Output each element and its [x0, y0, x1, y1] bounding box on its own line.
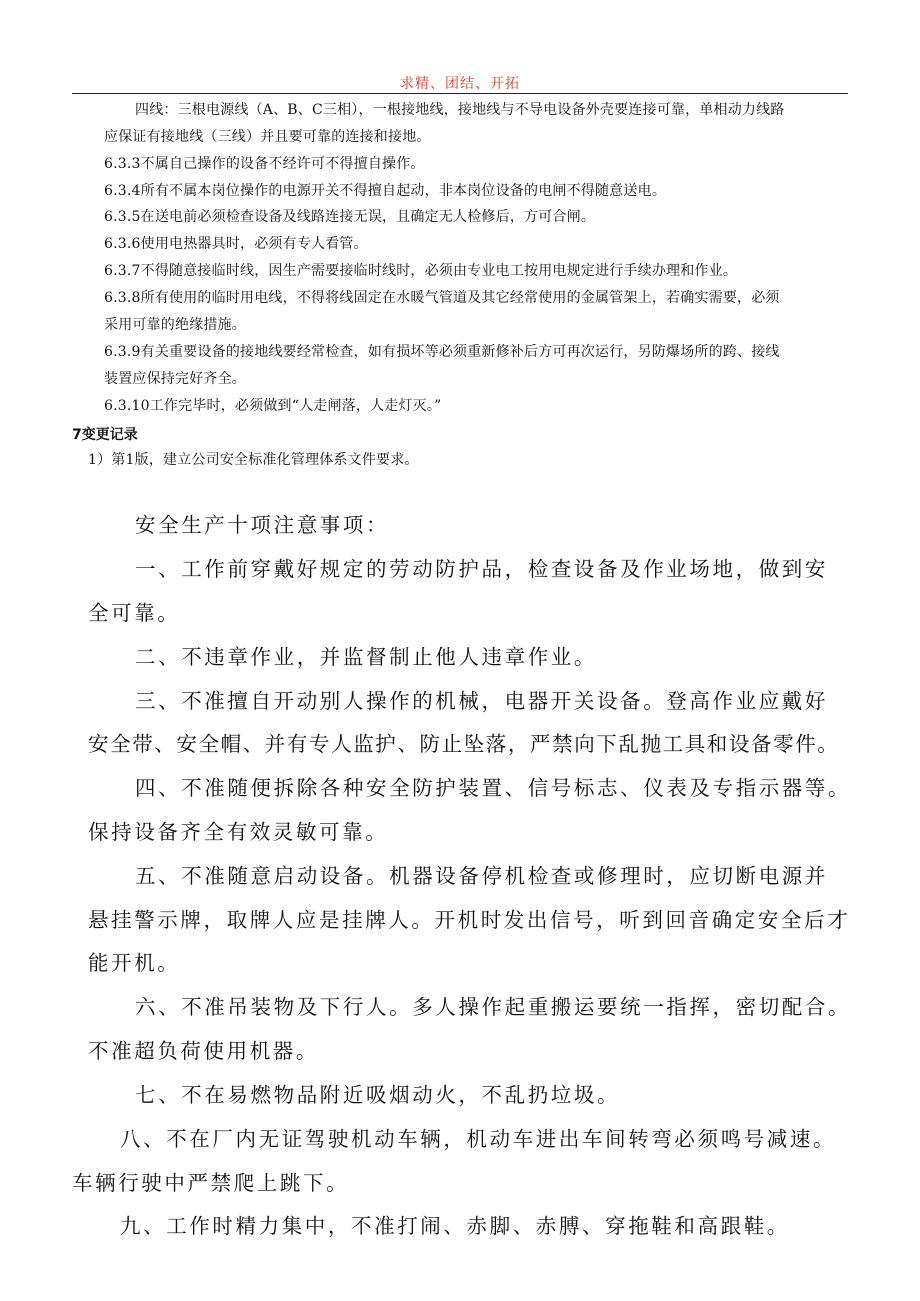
- clause-6-3-8-line-1: 6.3.8所有使用的临时用电线，不得将线固定在水暖气管道及其它经常使用的金属管架上，若确实需要，必须: [104, 290, 780, 306]
- clause-6-3-8-line-2: 采用可靠的绝缘措施。: [104, 317, 246, 333]
- wiring-intro-line-2: 应保证有接地线（三线）并且要可靠的连接和接地。: [104, 129, 431, 145]
- safety-note-7: 七、不在易燃物品附近吸烟动火，不乱扔垃圾。: [135, 1083, 621, 1107]
- safety-note-3-line-2: 安全带、安全帽、并有专人监护、防止坠落，严禁向下乱抛工具和设备零件。: [88, 732, 840, 756]
- header-divider: [72, 93, 848, 94]
- clause-6-3-5: 6.3.5在送电前必须检查设备及线路连接无误，且确定无人检修后，方可合闸。: [104, 209, 596, 225]
- change-record-entry-1: 1）第1版，建立公司安全标准化管理体系文件要求。: [88, 452, 419, 468]
- safety-note-3-line-1: 三、不准擅自开动别人操作的机械，电器开关设备。登高作业应戴好: [135, 689, 828, 713]
- safety-notes-title: 安全生产十项注意事项：: [135, 513, 390, 537]
- safety-note-8-line-2: 车辆行驶中严禁爬上跳下。: [72, 1171, 350, 1195]
- safety-note-5-line-2: 悬挂警示牌，取牌人应是挂牌人。开机时发出信号，听到回音确定安全后才: [88, 908, 851, 932]
- section-7-heading: 7变更记录: [72, 427, 138, 443]
- clause-6-3-10: 6.3.10工作完毕时，必须做到“人走闸落，人走灯灭。”: [104, 398, 442, 414]
- clause-6-3-4: 6.3.4所有不属本岗位操作的电源开关不得擅自起动，非本岗位设备的电闸不得随意送电。: [104, 183, 667, 199]
- clause-6-3-9-line-1: 6.3.9有关重要设备的接地线要经常检查，如有损坏等必须重新修补后方可再次运行，另防爆场所的跨、接线: [104, 344, 780, 360]
- safety-note-4-line-1: 四、不准随便拆除各种安全防护装置、信号标志、仪表及专指示器等。: [135, 776, 852, 800]
- safety-note-9: 九、工作时精力集中，不准打闹、赤脚、赤膊、穿拖鞋和高跟鞋。: [120, 1214, 790, 1238]
- safety-note-5-line-1: 五、不准随意启动设备。机器设备停机检查或修理时，应切断电源并: [135, 864, 828, 888]
- safety-note-6-line-1: 六、不准吊装物及下行人。多人操作起重搬运要统一指挥，密切配合。: [135, 995, 852, 1019]
- clause-6-3-6: 6.3.6使用电热器具时，必须有专人看管。: [104, 236, 368, 252]
- safety-note-8-line-1: 八、不在厂内无证驾驶机动车辆，机动车进出车间转弯必须鸣号减速。: [120, 1127, 837, 1151]
- safety-note-2: 二、不违章作业，并监督制止他人违章作业。: [135, 645, 597, 669]
- clause-6-3-7: 6.3.7不得随意接临时线，因生产需要接临时线时，必须由专业电工按用电规定进行手续办理和作业。: [104, 263, 738, 279]
- safety-note-5-line-3: 能开机。: [88, 951, 181, 975]
- safety-note-1-line-1: 一、工作前穿戴好规定的劳动防护品，检查设备及作业场地，做到安: [135, 557, 828, 581]
- safety-note-4-line-2: 保持设备齐全有效灵敏可靠。: [88, 820, 389, 844]
- clause-6-3-3: 6.3.3不属自己操作的设备不经许可不得擅自操作。: [104, 156, 425, 172]
- safety-note-1-line-2: 全可靠。: [88, 601, 181, 625]
- page-header-title: 求精、团结、开拓: [400, 76, 520, 92]
- clause-6-3-9-line-2: 装置应保持完好齐全。: [104, 371, 246, 387]
- wiring-intro-line-1: 四线：三根电源线（A、B、C三相），一根接地线，接地线与不导电设备外壳要连接可靠，单相动力线路: [135, 102, 785, 118]
- safety-note-6-line-2: 不准超负荷使用机器。: [88, 1039, 319, 1063]
